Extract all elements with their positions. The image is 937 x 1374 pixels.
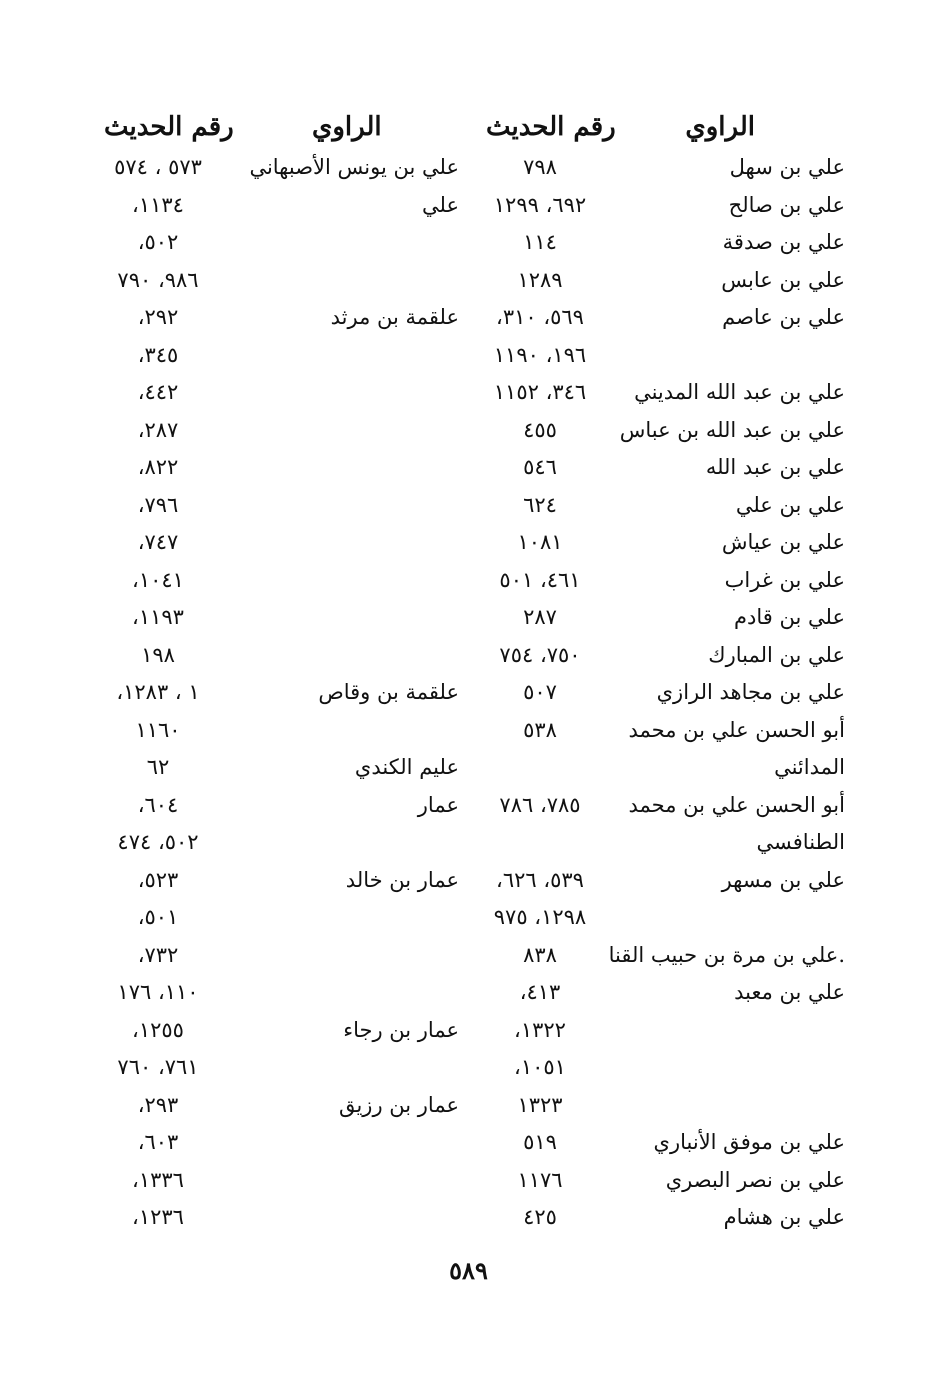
right-narrator: علي بن عابس	[721, 268, 845, 292]
right-narrator: علي بن المبارك	[708, 643, 845, 667]
right-hadith-number: ١٣٢٢،	[514, 1018, 566, 1042]
left-hadith-number: ٧٩٦،	[137, 493, 179, 517]
left-hadith-number: ٤٤٢،	[137, 380, 179, 404]
left-hadith-number: ٦٠٣،	[137, 1130, 179, 1154]
left-hadith-number: ١٠٤١،	[132, 568, 184, 592]
left-hadith-number: ٥٠١،	[137, 905, 179, 929]
left-hadith-number: ١٢٣٦،	[132, 1205, 184, 1229]
left-hadith-number: ٥٢٣،	[137, 868, 179, 892]
right-narrator: علي بن هشام	[723, 1205, 845, 1229]
right-narrator: علي بن عبد الله المديني	[634, 380, 845, 404]
right-narrator: علي بن عاصم	[722, 305, 845, 329]
right-hadith-number: ١٣٢٣	[517, 1093, 563, 1117]
page-number: ٥٨٩	[449, 1256, 488, 1285]
right-narrator: أبو الحسن علي بن محمد	[628, 793, 845, 817]
right-narrator: المدائني	[774, 755, 845, 779]
right-hadith-number: ١٠٥١،	[514, 1055, 566, 1079]
right-hadith-number: ١٢٨٩	[517, 268, 563, 292]
right-hadith-number: ٥٦٩، ٣١٠،	[496, 305, 584, 329]
left-narrator: عمار بن خالد	[345, 868, 459, 892]
right-narrator: علي بن مسهر	[721, 868, 845, 892]
right-hadith-number: ٥٣٩، ٦٢٦،	[496, 868, 584, 892]
right-hadith-number	[470, 827, 610, 857]
left-hadith-number: ٩٨٦، ٧٩٠	[117, 268, 199, 292]
right-hadith-number: ٣٤٦، ١١٥٢	[493, 380, 587, 404]
header-left-narrator: الراوي	[312, 112, 382, 142]
right-hadith-number: ٥٤٦	[523, 455, 557, 479]
right-narrator: علي بن معبد	[734, 980, 845, 1004]
left-hadith-number: ٨٢٢،	[137, 455, 179, 479]
right-hadith-number: ٥١٩	[523, 1130, 557, 1154]
left-narrator: عليم الكندي	[354, 755, 459, 779]
left-hadith-number: ١٣٣٦،	[132, 1168, 184, 1192]
left-narrator: علقمة بن وقاص	[318, 680, 459, 704]
right-hadith-number: ٥٠٧	[523, 680, 557, 704]
right-narrator: علي بن صالح	[728, 193, 845, 217]
left-hadith-number: ١ ، ١٢٨٣،	[116, 680, 200, 704]
left-hadith-number: ١٩٨	[141, 643, 175, 667]
right-hadith-number: ٧٨٥، ٧٨٦	[499, 793, 581, 817]
right-narrator: علي بن مجاهد الرازي	[656, 680, 845, 704]
right-narrator: علي بن علي	[735, 493, 845, 517]
right-hadith-number: ٥٣٨	[523, 718, 557, 742]
left-hadith-number: ٣٤٥،	[137, 343, 179, 367]
right-hadith-number: ٨٣٨	[523, 943, 557, 967]
left-hadith-number: ٦٠٤،	[137, 793, 179, 817]
left-hadith-number: ١٢٥٥،	[132, 1018, 184, 1042]
right-hadith-number: ٧٥٠، ٧٥٤	[499, 643, 581, 667]
header-right-narrator: الراوي	[685, 112, 755, 142]
left-hadith-number: ٢٨٧،	[137, 418, 179, 442]
left-hadith-number: ٦٢	[146, 755, 170, 779]
right-narrator: علي بن غراب	[724, 568, 845, 592]
left-hadith-number: ٥٠٢،	[137, 230, 179, 254]
left-hadith-number: ٢٩٢،	[137, 305, 179, 329]
right-hadith-number: ٤٦١، ٥٠١	[499, 568, 581, 592]
left-hadith-number: ٥٠٢، ٤٧٤	[117, 830, 199, 854]
right-narrator: علي بن عبد الله بن عباس	[619, 418, 845, 442]
right-hadith-number: ١١٤	[523, 230, 557, 254]
left-hadith-number: ١١٦٠	[135, 718, 181, 742]
right-narrator: علي بن عبد الله	[705, 455, 845, 479]
right-hadith-number: ١٠٨١	[517, 530, 563, 554]
left-narrator: علي	[422, 193, 459, 217]
right-hadith-number: ٤٥٥	[523, 418, 557, 442]
left-hadith-number: ٧٦١، ٧٦٠	[117, 1055, 199, 1079]
right-hadith-number: ١١٧٦	[517, 1168, 563, 1192]
left-hadith-number: ٧٣٢،	[137, 943, 179, 967]
left-narrator: عمار بن رجاء	[343, 1018, 459, 1042]
header-right-number: رقم الحديث	[486, 112, 616, 142]
right-hadith-number: ٦٢٤	[523, 493, 557, 517]
right-narrator: علي بن صدقة	[722, 230, 845, 254]
left-hadith-number: ١١٣٤،	[132, 193, 184, 217]
right-narrator: علي بن قادم	[734, 605, 845, 629]
right-narrator: علي بن عياش	[721, 530, 845, 554]
left-hadith-number: ٧٤٧،	[137, 530, 179, 554]
left-hadith-number: ٥٧٣ ، ٥٧٤	[114, 155, 202, 179]
left-narrator: عمار	[417, 793, 459, 817]
left-narrator: عمار بن رزيق	[338, 1093, 459, 1117]
right-hadith-number: ٧٩٨	[523, 155, 557, 179]
left-hadith-number: ١١٩٣،	[132, 605, 184, 629]
left-narrator: علي بن يونس الأصبهاني	[249, 155, 459, 179]
right-hadith-number	[470, 752, 610, 782]
right-narrator: أبو الحسن علي بن محمد	[628, 718, 845, 742]
right-narrator: الطنافسي	[756, 830, 845, 854]
right-narrator: علي بن نصر البصري	[665, 1168, 845, 1192]
right-hadith-number: ٢٨٧	[523, 605, 557, 629]
left-narrator: علقمة بن مرثد	[330, 305, 459, 329]
right-hadith-number: ١٩٦، ١١٩٠	[493, 343, 587, 367]
right-hadith-number: ١٢٩٨، ٩٧٥	[493, 905, 587, 929]
right-hadith-number: ٦٩٢، ١٢٩٩	[493, 193, 587, 217]
right-narrator: .علي بن مرة بن حبيب القنا	[608, 943, 845, 967]
left-hadith-number: ٢٩٣،	[137, 1093, 179, 1117]
right-hadith-number: ٤٢٥	[523, 1205, 557, 1229]
header-left-number: رقم الحديث	[104, 112, 234, 142]
right-narrator: علي بن سهل	[729, 155, 845, 179]
right-narrator: علي بن موفق الأنباري	[653, 1130, 845, 1154]
right-hadith-number: ٤١٣،	[519, 980, 561, 1004]
left-hadith-number: ١١٠، ١٧٦	[117, 980, 199, 1004]
